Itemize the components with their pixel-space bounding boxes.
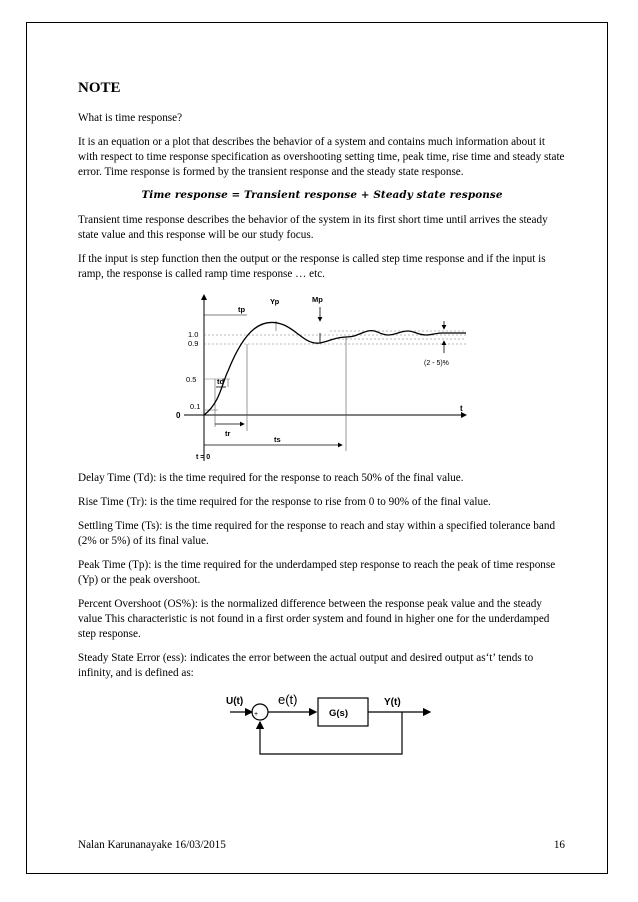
label-yp: Yp — [270, 297, 280, 306]
label-plus: + — [254, 710, 259, 718]
feedback-block-diagram — [226, 690, 436, 766]
definition-overshoot: Percent Overshoot (OS%): is the normalized difference between the response peak value and the steady value This characteristic is not found in a first order system and found in higher one for the underdamped step response. — [78, 597, 550, 640]
question-text: What is time response? — [78, 112, 183, 124]
label-tr: tr — [225, 429, 231, 438]
label-y10: 1.0 — [188, 330, 199, 339]
label-tolerance: (2 - 5)% — [424, 360, 449, 367]
time-response-formula: Time response = Transient response + Steady state response — [141, 189, 503, 201]
definition-steady-state-error: Steady State Error (ess): indicates the error between the actual output and desired output as‘t’ tends to infinity, and is defined as: — [78, 651, 534, 679]
label-input-u: U(t) — [226, 695, 244, 707]
page-footer — [78, 839, 565, 851]
definition-rise-time: Rise Time (Tr): is the time required for the response to rise from 0 to 90% of the final value. — [78, 495, 491, 508]
label-zero: 0 — [176, 411, 181, 420]
step-paragraph: If the input is step function then the output or the response is called step time response and if the input is ramp, the response is called ramp time response … etc. — [78, 253, 546, 281]
label-mp: Mp — [312, 295, 323, 304]
transient-paragraph: Transient time response describes the behavior of the system in its first short time until arrives the steady state value and this response will be our study focus. — [78, 214, 548, 242]
footer-author-date: Nalan Karunanayake 16/03/2015 — [78, 839, 226, 851]
page-number: 16 — [553, 839, 565, 851]
step-response-figure — [170, 291, 470, 463]
response-curve — [204, 322, 466, 415]
label-tp: tp — [238, 305, 246, 314]
label-y01: 0.1 — [190, 402, 201, 411]
label-td: td — [217, 377, 225, 386]
label-t0: t = 0 — [196, 454, 211, 461]
label-minus: − — [260, 716, 265, 724]
intro-paragraph: It is an equation or a plot that describes the behavior of a system and contains much information about it with respect to time response specification as overshooting setting time, peak time, rise time and steady state error. Time response is formed by the transient response and the steady state response. — [78, 135, 565, 179]
note-heading: NOTE — [78, 80, 121, 96]
label-y09: 0.9 — [188, 339, 199, 348]
label-plant: G(s) — [329, 707, 348, 719]
label-t: t — [460, 404, 463, 413]
definition-peak-time: Peak Time (Tp): is the time required for the underdamped step response to reach the peak of time response (Yp) or the peak overshoot. — [78, 558, 556, 586]
label-y05: 0.5 — [186, 375, 197, 384]
label-output-y: Y(t) — [384, 696, 401, 708]
page-content — [78, 80, 566, 766]
definition-delay-time: Delay Time (Td): is the time required for the response to reach 50% of the final value. — [78, 472, 464, 484]
definition-settling-time: Settling Time (Ts): is the time required for the response to reach and stay within a specified tolerance band (2% or 5%) of its final value. — [78, 519, 556, 547]
label-error: e(t) — [278, 691, 298, 707]
label-ts: ts — [274, 435, 281, 444]
